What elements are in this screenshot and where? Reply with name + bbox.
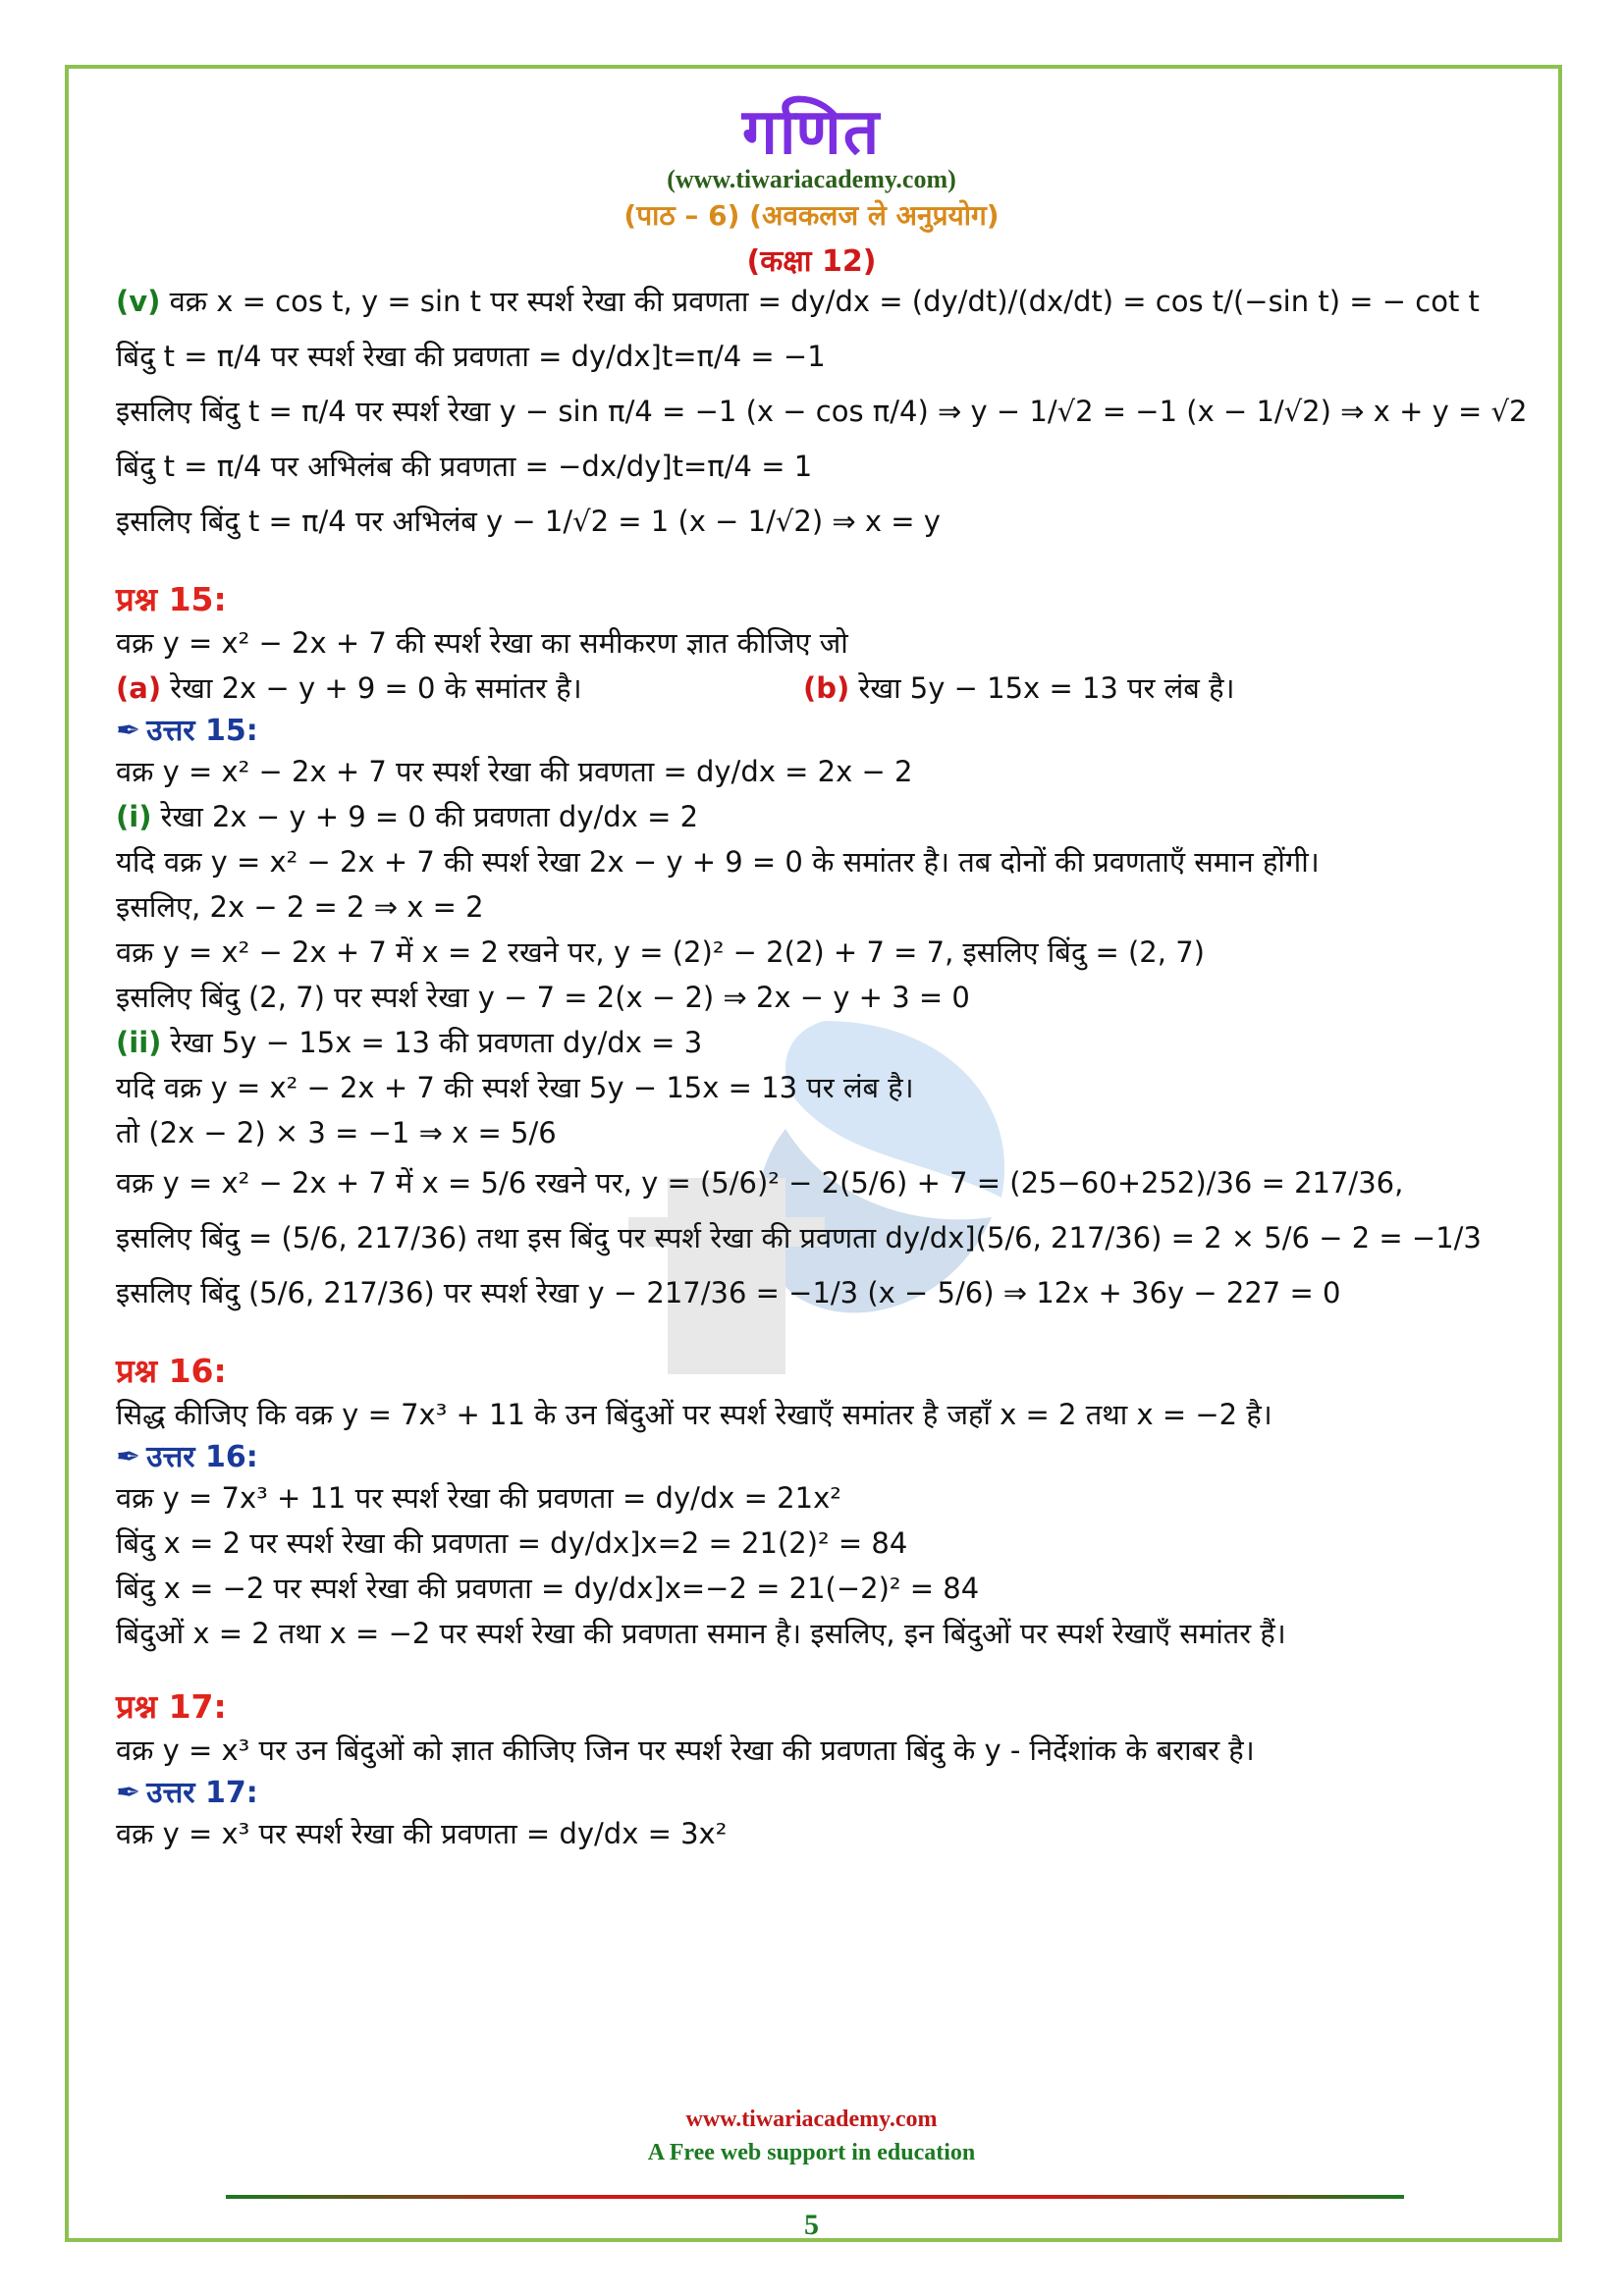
- answer-15-line-8: यदि वक्र y = x² − 2x + 7 की स्पर्श रेखा 5y − 15x = 13 पर लंब है।: [116, 1071, 914, 1105]
- page-number: 5: [804, 2209, 819, 2241]
- part-v-label: (v): [116, 285, 161, 319]
- part-v-text-1: वक्र x = cos t, y = sin t पर स्पर्श रेखा की प्रवणता = dy/dx = (dy/dt)/(dx/dt) = cos t/(−sin t) = − cot t: [169, 285, 1480, 319]
- answer-15-line-3: यदि वक्र y = x² − 2x + 7 की स्पर्श रेखा 2x − y + 9 = 0 के समांतर है। तब दोनों की प्रवणताएँ समान होंगी।: [116, 845, 1320, 880]
- answer-16-line-3: बिंदु x = −2 पर स्पर्श रेखा की प्रवणता = dy/dx]x=−2 = 21(−2)² = 84: [116, 1571, 980, 1605]
- question-17-text: वक्र y = x³ पर उन बिंदुओं को ज्ञात कीजिए जिन पर स्पर्श रेखा की प्रवणता बिंदु के y - निर्देशांक के बराबर है।: [116, 1733, 1255, 1767]
- header-site-url: (www.tiwariacademy.com): [667, 165, 956, 193]
- answer-16-line-1: वक्र y = 7x³ + 11 पर स्पर्श रेखा की प्रवणता = dy/dx = 21x²: [116, 1480, 841, 1515]
- question-17-heading: प्रश्न 17:: [116, 1686, 227, 1726]
- page-content: [116, 275, 1530, 1857]
- label-ii: (ii): [116, 1026, 162, 1060]
- answer-15-line-5: वक्र y = x² − 2x + 7 में x = 2 रखने पर, y = (2)² − 2(2) + 7 = 7, इसलिए बिंदु = (2, 7): [116, 935, 1205, 970]
- answer-16-line-2: बिंदु x = 2 पर स्पर्श रेखा की प्रवणता = dy/dx]x=2 = 21(2)² = 84: [116, 1525, 908, 1560]
- part-a-text: रेखा 2x − y + 9 = 0 के समांतर है।: [170, 671, 582, 706]
- part-a-label: (a): [116, 671, 162, 706]
- pen-icon: ✒: [116, 1439, 141, 1474]
- page-title: गणित: [741, 96, 882, 169]
- pen-icon: ✒: [116, 1775, 141, 1810]
- part-v-line-5: इसलिए बिंदु t = π/4 पर अभिलंब y − 1/√2 = 1 (x − 1/√2) ⇒ x = y: [116, 505, 941, 539]
- part-v-line-1: [116, 275, 1530, 330]
- part-v-line-2: बिंदु t = π/4 पर स्पर्श रेखा की प्रवणता = dy/dx]t=π/4 = −1: [116, 340, 826, 374]
- grade-label: (कक्षा 12): [746, 244, 877, 279]
- answer-15-line-7: [116, 1021, 1530, 1066]
- chapter-title: (पाठ – 6) (अवकलज ले अनुप्रयोग): [623, 199, 1000, 232]
- answer-15-line-12: इसलिए बिंदु (5/6, 217/36) पर स्पर्श रेखा y − 217/36 = −1/3 (x − 5/6) ⇒ 12x + 36y − 227 = 0: [116, 1276, 1341, 1310]
- answer-15-line-1: वक्र y = x² − 2x + 7 पर स्पर्श रेखा की प्रवणता = dy/dx = 2x − 2: [116, 755, 913, 789]
- answer-15-line-4: इसलिए, 2x − 2 = 2 ⇒ x = 2: [116, 890, 484, 925]
- question-16-heading: प्रश्न 16:: [116, 1351, 227, 1390]
- question-16-text: सिद्ध कीजिए कि वक्र y = 7x³ + 11 के उन बिंदुओं पर स्पर्श रेखाएँ समांतर है जहाँ x = 2 तथा x = −2 है।: [116, 1397, 1272, 1431]
- answer-16-line-4: बिंदुओं x = 2 तथा x = −2 पर स्पर्श रेखा की प्रवणता समान है। इसलिए, इन बिंदुओं पर स्पर्श रेखाएँ समांतर हैं।: [116, 1616, 1286, 1650]
- question-15-part-a: [116, 670, 803, 708]
- answer-15-line-9: तो (2x − 2) × 3 = −1 ⇒ x = 5/6: [116, 1116, 557, 1150]
- part-b-text: रेखा 5y − 15x = 13 पर लंब है।: [858, 671, 1235, 706]
- answer-15-line-2: [116, 795, 1530, 840]
- answer-15-line-11: इसलिए बिंदु = (5/6, 217/36) तथा इस बिंदु पर स्पर्श रेखा की प्रवणता dy/dx](5/6, 217/36) = 2 × 5/6 − 2 = −1/3: [116, 1221, 1482, 1255]
- question-15-text: वक्र y = x² − 2x + 7 की स्पर्श रेखा का समीकरण ज्ञात कीजिए जो: [116, 626, 848, 661]
- footer-tagline: A Free web support in education: [647, 2140, 976, 2165]
- answer-17-heading-text: उत्तर 17:: [146, 1775, 258, 1810]
- answer-17-heading: [116, 1774, 1530, 1812]
- answer-15-line-2-text: रेखा 2x − y + 9 = 0 की प्रवणता dy/dx = 2: [160, 800, 699, 834]
- answer-15-line-10: वक्र y = x² − 2x + 7 में x = 5/6 रखने पर, y = (5/6)² − 2(5/6) + 7 = (25−60+252)/36 = 217/36,: [116, 1166, 1404, 1201]
- footer-site-url[interactable]: www.tiwariacademy.com: [685, 2107, 938, 2132]
- answer-16-heading-text: उत्तर 16:: [146, 1439, 258, 1474]
- question-15-heading: प्रश्न 15:: [116, 580, 227, 618]
- answer-15-line-7-text: रेखा 5y − 15x = 13 की प्रवणता dy/dx = 3: [170, 1026, 703, 1060]
- answer-15-heading: [116, 712, 1530, 750]
- answer-17-line-1: वक्र y = x³ पर स्पर्श रेखा की प्रवणता = dy/dx = 3x²: [116, 1816, 728, 1850]
- answer-15-heading-text: उत्तर 15:: [146, 713, 258, 748]
- question-15-part-b: [803, 670, 1490, 708]
- footer-divider: [226, 2195, 1404, 2199]
- part-v-line-3: इसलिए बिंदु t = π/4 पर स्पर्श रेखा y − sin π/4 = −1 (x − cos π/4) ⇒ y − 1/√2 = −1 (x − 1/√2) ⇒ x + y = √2: [116, 395, 1528, 429]
- question-15-parts: [116, 667, 1530, 712]
- answer-16-heading: [116, 1438, 1530, 1476]
- pen-icon: ✒: [116, 713, 141, 748]
- label-i: (i): [116, 800, 152, 834]
- answer-15-line-6: इसलिए बिंदु (2, 7) पर स्पर्श रेखा y − 7 = 2(x − 2) ⇒ 2x − y + 3 = 0: [116, 981, 970, 1015]
- part-b-label: (b): [803, 671, 850, 706]
- part-v-line-4: बिंदु t = π/4 पर अभिलंब की प्रवणता = −dx/dy]t=π/4 = 1: [116, 450, 813, 484]
